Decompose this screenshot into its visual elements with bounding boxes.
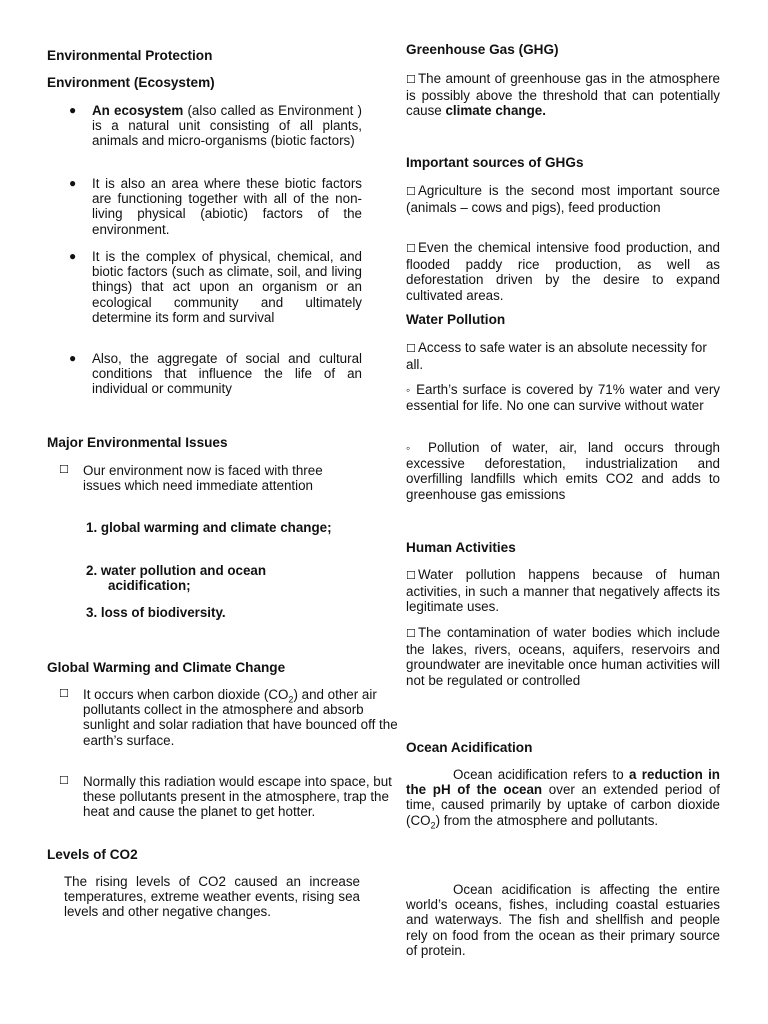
- bullet-dot-icon: ●: [69, 103, 77, 117]
- water-pollution-point-2: ◦ Earth’s surface is covered by 71% water and very essential for life. No one can survive without water: [406, 382, 720, 414]
- ocean-acidification-heading: Ocean Acidification: [406, 740, 533, 755]
- global-warming-heading: Global Warming and Climate Change: [47, 660, 286, 675]
- human-activities-heading: Human Activities: [406, 540, 516, 555]
- document-title: Environmental Protection: [47, 48, 213, 63]
- checkbox-icon: ☐: [59, 464, 69, 476]
- issue-item-2: 2. water pollution and ocean acidification;: [86, 563, 267, 594]
- ghg-heading: Greenhouse Gas (GHG): [406, 42, 559, 57]
- ocean-acidification-paragraph-2: Ocean acidification is affecting the entire world’s oceans, fishes, including coastal estuaries and waterways. The fish and shellfish and people rely on food from the ocean as their primary source of protein.: [406, 882, 720, 958]
- ocean-acidification-paragraph-1: Ocean acidification refers to a reduction in the pH of the ocean over an extended period of time, caused primarily by uptake of carbon dioxide $(CO_2)$ from the atmosphere and pollutants.: [406, 767, 720, 831]
- checkbox-icon: ☐: [59, 688, 69, 700]
- ecosystem-bullet-2: ● It is also an area where these biotic factors are functioning together with all of the non-living physical (abiotic) factors of the environment.: [69, 176, 362, 237]
- water-pollution-point-1: ☐ Access to safe water is an absolute necessity for all.: [406, 340, 707, 373]
- checkbox-icon: ☐: [406, 570, 416, 582]
- ecosystem-bullet-1: ● An ecosystem (also called as Environment ) is a natural unit consisting of all plants, animals and micro-organisms (biotic factors): [69, 103, 362, 149]
- environment-heading: Environment (Ecosystem): [47, 75, 215, 90]
- issue-item-1: 1. global warming and climate change;: [86, 520, 332, 535]
- checkbox-icon: ☐: [406, 186, 416, 198]
- human-activities-point-1: ☐ Water pollution happens because of human activities, in such a manner that negatively affects its legitimate uses.: [406, 567, 720, 615]
- checkbox-icon: ☐: [406, 74, 416, 86]
- ghg-sources-heading: Important sources of GHGs: [406, 155, 584, 170]
- ecosystem-bullet-3: ● It is the complex of physical, chemical, and biotic factors (such as climate, soil, and living things) that act upon an organism or an ecological community and ultimately determine its form and survival: [69, 249, 362, 325]
- bullet-dot-icon: ●: [69, 351, 77, 365]
- global-warming-point-2: ☐ Normally this radiation would escape into space, but these pollutants present in the atmosphere, trap the heat and cause the planet to get hotter.: [59, 774, 392, 820]
- ecosystem-bullet-4: ● Also, the aggregate of social and cultural conditions that influence the life of an individual or community: [69, 351, 362, 397]
- ghg-text: ☐ The amount of greenhouse gas in the atmosphere is possibly above the threshold that can potentially cause climate change.: [406, 71, 720, 119]
- co2-levels-heading: Levels of CO2: [47, 847, 138, 862]
- checkbox-icon: ☐: [406, 628, 416, 640]
- ghg-sources-point-2: ☐ Even the chemical intensive food production, and flooded paddy rice production, as well as deforestation driven by the desire to expand cultivated areas.: [406, 240, 720, 303]
- global-warming-point-1: ☐ It occurs when carbon dioxide $(CO_2)$ and other air pollutants collect in the atmosphere and absorb sunlight and solar radiation that have bounced off the earth’s surface.: [59, 687, 398, 748]
- ghg-sources-point-1: ☐ Agriculture is the second most important source (animals – cows and pigs), feed production: [406, 183, 720, 216]
- human-activities-point-2: ☐ The contamination of water bodies which include the lakes, rivers, oceans, aquifers, reservoirs and groundwater are inevitable once human activities will not be regulated or controlled: [406, 625, 720, 688]
- issue-item-3: 3. loss of biodiversity.: [86, 605, 226, 620]
- issues-intro: ☐ Our environment now is faced with three issues which need immediate attention: [59, 463, 323, 494]
- checkbox-icon: ☐: [406, 243, 416, 255]
- bullet-dot-icon: ●: [69, 176, 77, 190]
- major-issues-heading: Major Environmental Issues: [47, 435, 228, 450]
- checkbox-icon: ☐: [59, 775, 69, 787]
- bullet-dot-icon: ●: [69, 249, 77, 263]
- co2-levels-text: The rising levels of CO2 caused an increase temperatures, extreme weather events, rising sea levels and other negative changes.: [64, 874, 360, 920]
- water-pollution-heading: Water Pollution: [406, 312, 506, 327]
- checkbox-icon: ☐: [406, 343, 416, 355]
- water-pollution-point-3: ◦ Pollution of water, air, land occurs through excessive deforestation, industrialization and overfilling landfills which emits CO2 and adds to greenhouse gas emissions: [406, 440, 720, 502]
- ring-bullet-icon: ◦: [406, 383, 417, 397]
- ring-bullet-icon: ◦: [406, 441, 429, 455]
